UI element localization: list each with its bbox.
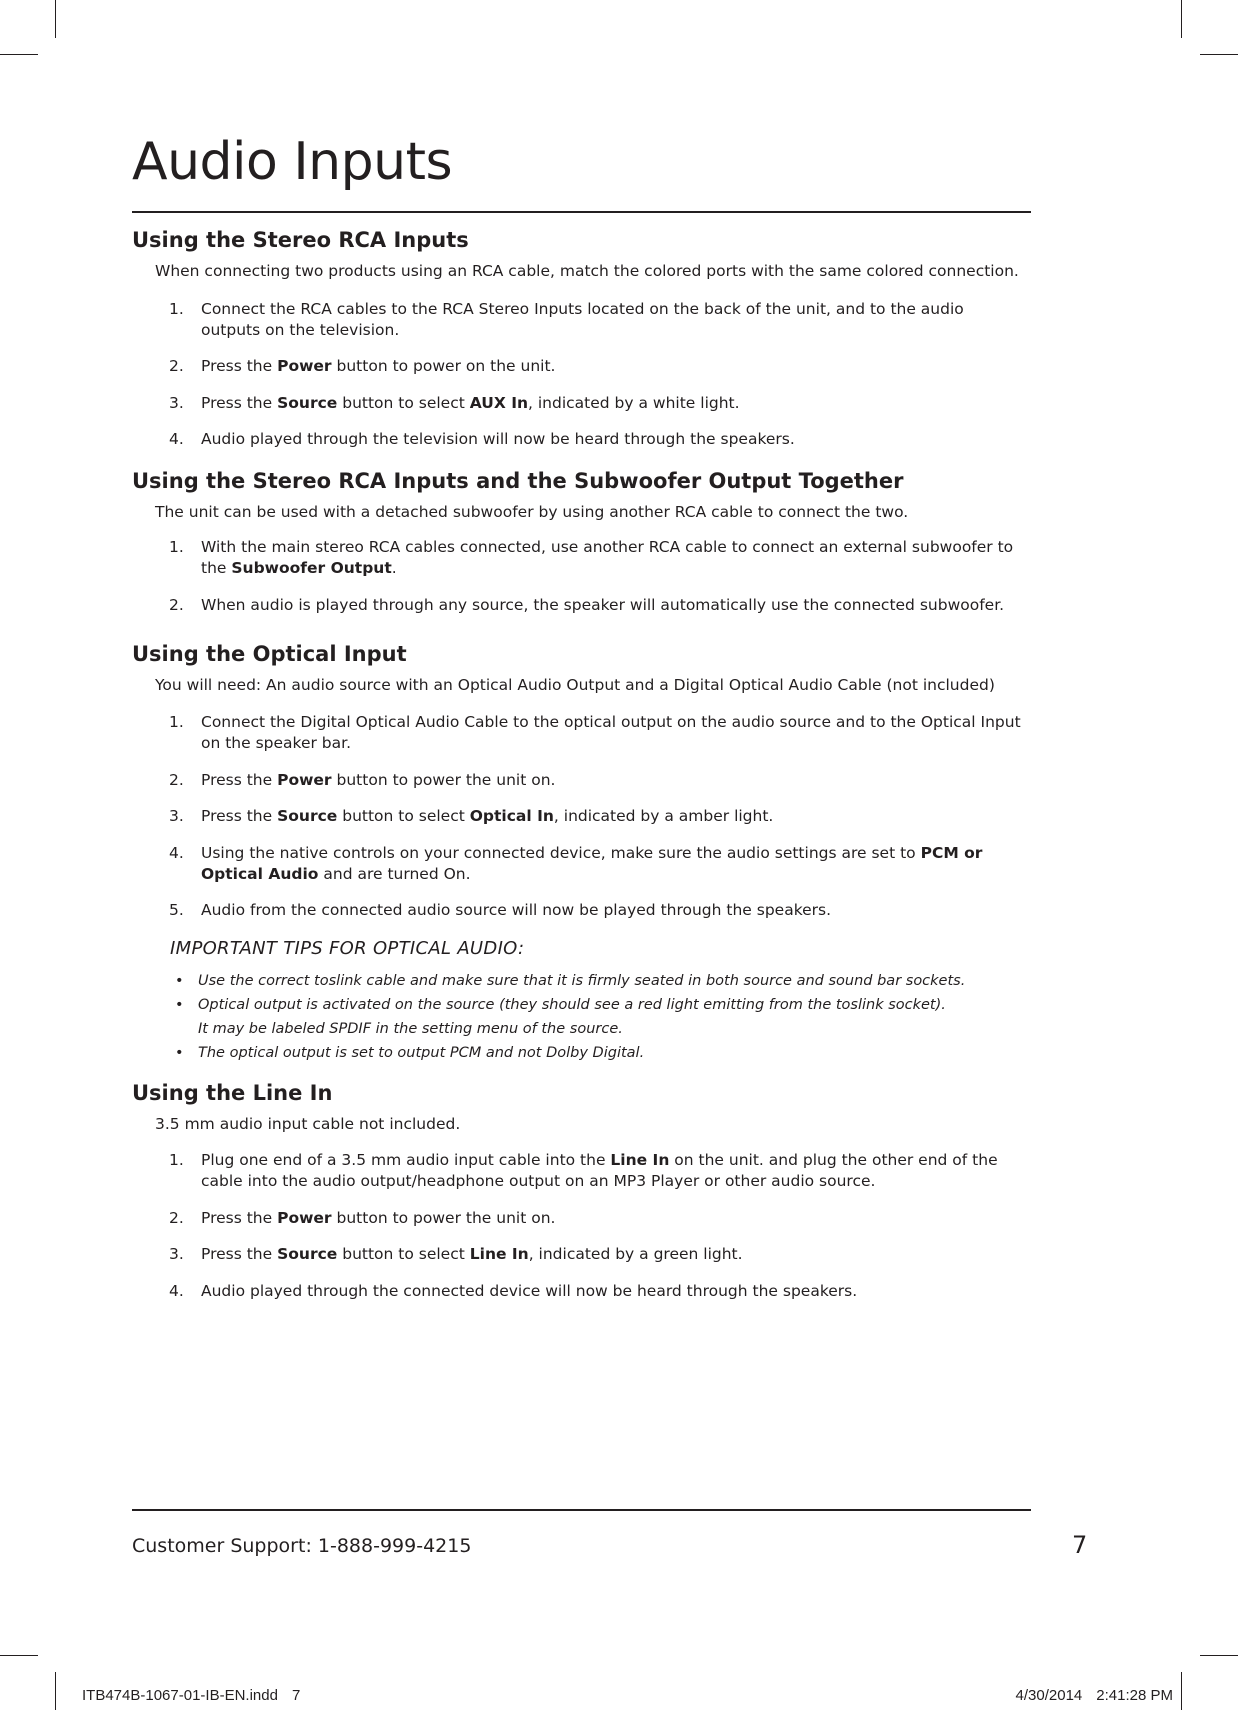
step-number: 2. (169, 357, 184, 375)
bullet-icon: • (175, 973, 184, 989)
step-text: Audio played through the television will now be heard through the speakers. (201, 430, 795, 448)
step-number: 3. (169, 1245, 184, 1263)
step-number: 1. (169, 538, 184, 556)
crop-mark (55, 0, 56, 38)
section-heading: Using the Stereo RCA Inputs and the Subwoofer Output Together (132, 469, 904, 493)
customer-support: Customer Support: 1-888-999-4215 (132, 1535, 472, 1557)
step-number: 2. (169, 771, 184, 789)
section-intro: When connecting two products using an RCA cable, match the colored ports with the same colored connection. (155, 262, 1019, 280)
slug-timestamp (1016, 1688, 1173, 1703)
crop-mark (1200, 1655, 1238, 1656)
section-heading: Using the Stereo RCA Inputs (132, 228, 469, 252)
step-text: Press the Source button to select Line In, indicated by a green light. (201, 1245, 743, 1263)
step-text: Press the Source button to select AUX In, indicated by a white light. (201, 394, 740, 412)
step-number: 3. (169, 394, 184, 412)
step-number: 1. (169, 1151, 184, 1169)
step-text: With the main stereo RCA cables connected, use another RCA cable to connect an external subwoofer to the Subwoofer Output. (201, 538, 1014, 577)
bullet-icon: • (175, 1045, 184, 1061)
slug-file: ITB474B-1067-01-IB-EN.indd (82, 1687, 278, 1704)
step-number: 2. (169, 1209, 184, 1227)
crop-mark (0, 1655, 38, 1656)
slug-date: 4/30/2014 (1015, 1687, 1083, 1704)
tip-text: Optical output is activated on the source (they should see a red light emitting from the toslink socket). (198, 997, 946, 1013)
step-text: Press the Power button to power the unit on. (201, 1209, 556, 1227)
step-text: When audio is played through any source, the speaker will automatically use the connected subwoofer. (201, 596, 1005, 614)
step-number: 3. (169, 807, 184, 825)
step-text: Press the Source button to select Optical In, indicated by a amber light. (201, 807, 774, 825)
bullet-icon: • (175, 997, 184, 1013)
tip-text: It may be labeled SPDIF in the setting menu of the source. (198, 1021, 623, 1037)
slug-page: 7 (291, 1687, 301, 1704)
tips-title: IMPORTANT TIPS FOR OPTICAL AUDIO: (170, 938, 525, 959)
step-number: 4. (169, 430, 184, 448)
step-number: 2. (169, 596, 184, 614)
step-number: 1. (169, 300, 184, 318)
step-text: Connect the Digital Optical Audio Cable to the optical output on the audio source and to the Optical Input on the speaker bar. (201, 713, 1021, 752)
step-text: Press the Power button to power on the unit. (201, 357, 556, 375)
step-text: Audio played through the connected device will now be heard through the speakers. (201, 1282, 858, 1300)
section-intro: 3.5 mm audio input cable not included. (155, 1115, 461, 1133)
step-text: Press the Power button to power the unit on. (201, 771, 556, 789)
step-text: Plug one end of a 3.5 mm audio input cable into the Line In on the unit. and plug the other end of the cable into the audio output/headphone output on an MP3 Player or other audio source. (201, 1151, 998, 1190)
crop-mark (1181, 0, 1182, 38)
slug-file-info (82, 1688, 300, 1703)
section-intro: The unit can be used with a detached subwoofer by using another RCA cable to connect the two. (155, 503, 909, 521)
section-heading: Using the Optical Input (132, 642, 407, 666)
step-number: 1. (169, 713, 184, 731)
footer-divider (132, 1509, 1031, 1511)
section-intro: You will need: An audio source with an Optical Audio Output and a Digital Optical Audio Cable (not included) (155, 676, 995, 694)
crop-mark (1181, 1672, 1182, 1710)
step-text: Using the native controls on your connected device, make sure the audio settings are set to PCM or Optical Audio and are turned On. (201, 844, 983, 883)
step-text: Audio from the connected audio source will now be played through the speakers. (201, 901, 832, 919)
page-title: Audio Inputs (132, 132, 453, 192)
tip-text: Use the correct toslink cable and make sure that it is firmly seated in both source and sound bar sockets. (198, 973, 966, 989)
crop-mark (55, 1672, 56, 1710)
step-number: 4. (169, 844, 184, 862)
section-heading: Using the Line In (132, 1081, 333, 1105)
step-number: 5. (169, 901, 184, 919)
slug-time: 2:41:28 PM (1096, 1687, 1173, 1704)
step-text: Connect the RCA cables to the RCA Stereo Inputs located on the back of the unit, and to the audio outputs on the television. (201, 300, 964, 339)
crop-mark (0, 54, 38, 55)
page-number: 7 (1072, 1531, 1088, 1559)
title-divider (132, 211, 1031, 213)
tip-text: The optical output is set to output PCM and not Dolby Digital. (198, 1045, 645, 1061)
crop-mark (1200, 54, 1238, 55)
step-number: 4. (169, 1282, 184, 1300)
